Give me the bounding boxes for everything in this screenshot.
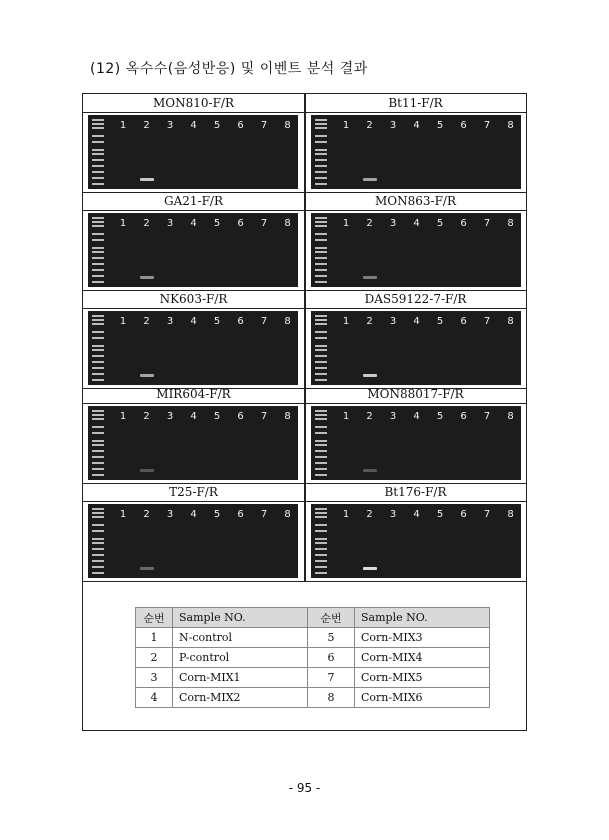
- ladder-band: [92, 367, 104, 369]
- pcr-band: [140, 178, 154, 181]
- lane-number: 5: [213, 509, 221, 520]
- dna-ladder: [315, 119, 327, 185]
- dna-ladder: [315, 508, 327, 574]
- lane-number: 1: [342, 411, 350, 422]
- primer-label: MIR604-F/R: [156, 387, 231, 401]
- lane-number: 4: [413, 218, 420, 229]
- ladder-band: [315, 508, 327, 510]
- gel-image: [311, 406, 521, 480]
- ladder-band: [315, 323, 327, 325]
- ladder-band: [92, 572, 104, 574]
- ladder-band: [92, 225, 104, 227]
- ladder-band: [315, 345, 327, 347]
- ladder-band: [315, 418, 327, 420]
- ladder-band: [92, 319, 104, 321]
- ladder-band: [92, 159, 104, 161]
- ladder-band: [92, 135, 104, 137]
- lane-number: 8: [284, 316, 291, 327]
- sample-number: 4: [136, 688, 173, 708]
- lane-number: 6: [237, 316, 244, 327]
- sample-name: Corn-MIX5: [355, 668, 490, 688]
- ladder-band: [92, 414, 104, 416]
- lane-number: 6: [237, 411, 244, 422]
- lane-number: 8: [284, 509, 291, 520]
- ladder-band: [315, 319, 327, 321]
- ladder-band: [315, 239, 327, 241]
- lane-number: 6: [460, 411, 467, 422]
- ladder-band: [315, 183, 327, 185]
- ladder-band: [92, 474, 104, 476]
- lane-number: 8: [284, 411, 291, 422]
- ladder-band: [92, 410, 104, 412]
- ladder-band: [315, 135, 327, 137]
- sample-name: Corn-MIX2: [173, 688, 308, 708]
- table-row: [136, 628, 490, 648]
- ladder-band: [92, 373, 104, 375]
- ladder-band: [315, 217, 327, 219]
- ladder-band: [315, 349, 327, 351]
- gel-image: [311, 504, 521, 578]
- ladder-band: [315, 444, 327, 446]
- row-divider: [83, 403, 526, 404]
- ladder-band: [92, 123, 104, 125]
- primer-label: Bt176-F/R: [384, 485, 447, 499]
- lane-number: 1: [342, 120, 350, 131]
- lane-number: 5: [213, 316, 221, 327]
- lane-number: 7: [483, 509, 491, 520]
- column-divider: [304, 94, 306, 581]
- ladder-band: [315, 119, 327, 121]
- lane-number: 8: [507, 120, 514, 131]
- ladder-band: [92, 462, 104, 464]
- lane-number: 4: [190, 120, 197, 131]
- dna-ladder: [315, 217, 327, 283]
- ladder-band: [92, 127, 104, 129]
- lane-number: 7: [483, 218, 491, 229]
- lane-number: 4: [190, 218, 197, 229]
- lane-number: 3: [166, 316, 174, 327]
- lane-number: 5: [436, 120, 444, 131]
- lane-number: 4: [190, 509, 197, 520]
- lane-number: 3: [166, 509, 174, 520]
- ladder-band: [315, 153, 327, 155]
- lane-number: 2: [143, 120, 150, 131]
- ladder-band: [92, 217, 104, 219]
- ladder-band: [92, 361, 104, 363]
- table-header: 순번: [136, 608, 173, 628]
- pcr-band: [363, 469, 377, 472]
- ladder-band: [92, 247, 104, 249]
- table-row: [136, 688, 490, 708]
- ladder-band: [92, 315, 104, 317]
- ladder-band: [315, 554, 327, 556]
- ladder-band: [315, 432, 327, 434]
- lane-number: 1: [119, 120, 127, 131]
- sample-number: 6: [308, 648, 355, 668]
- dna-ladder: [92, 217, 104, 283]
- ladder-band: [92, 349, 104, 351]
- primer-label: Bt11-F/R: [388, 96, 443, 110]
- gel-image: [88, 115, 298, 189]
- lane-number: 6: [237, 509, 244, 520]
- ladder-band: [92, 530, 104, 532]
- primer-label: MON863-F/R: [375, 194, 456, 208]
- lane-number: 2: [366, 120, 373, 131]
- ladder-band: [315, 426, 327, 428]
- lane-number: 1: [342, 509, 350, 520]
- sample-name: Corn-MIX4: [355, 648, 490, 668]
- ladder-band: [315, 542, 327, 544]
- lane-number: 1: [119, 316, 127, 327]
- sample-name: N-control: [173, 628, 308, 648]
- lane-number: 5: [213, 120, 221, 131]
- ladder-band: [92, 379, 104, 381]
- ladder-band: [92, 512, 104, 514]
- ladder-band: [315, 177, 327, 179]
- sample-name: Corn-MIX1: [173, 668, 308, 688]
- ladder-band: [92, 281, 104, 283]
- pcr-band: [140, 374, 154, 377]
- ladder-band: [92, 233, 104, 235]
- lane-number: 4: [413, 411, 420, 422]
- lane-number: 7: [260, 218, 268, 229]
- ladder-band: [315, 123, 327, 125]
- ladder-band: [315, 257, 327, 259]
- ladder-band: [315, 524, 327, 526]
- primer-label: MON810-F/R: [153, 96, 234, 110]
- lane-number: 2: [143, 316, 150, 327]
- ladder-band: [315, 171, 327, 173]
- lane-number: 1: [119, 411, 127, 422]
- gel-image: [88, 406, 298, 480]
- section-title: (12) 옥수수(음성반응) 및 이벤트 분석 결과: [90, 61, 368, 77]
- lane-number: 3: [166, 411, 174, 422]
- lane-number: 2: [366, 316, 373, 327]
- ladder-band: [92, 153, 104, 155]
- lane-number: 2: [143, 218, 150, 229]
- lane-number: 7: [260, 411, 268, 422]
- lane-number: 2: [366, 509, 373, 520]
- ladder-band: [315, 355, 327, 357]
- ladder-band: [92, 508, 104, 510]
- primer-label: GA21-F/R: [164, 194, 223, 208]
- ladder-band: [315, 450, 327, 452]
- ladder-band: [315, 572, 327, 574]
- ladder-band: [92, 177, 104, 179]
- ladder-band: [92, 345, 104, 347]
- sample-table: [135, 607, 490, 708]
- ladder-band: [92, 450, 104, 452]
- lane-number: 1: [342, 316, 350, 327]
- ladder-band: [92, 269, 104, 271]
- lane-number: 5: [213, 218, 221, 229]
- sample-name: Corn-MIX3: [355, 628, 490, 648]
- page-number: - 95 -: [288, 781, 321, 795]
- ladder-band: [315, 440, 327, 442]
- lane-number: 5: [436, 218, 444, 229]
- dna-ladder: [92, 119, 104, 185]
- ladder-band: [315, 165, 327, 167]
- ladder-band: [92, 440, 104, 442]
- ladder-band: [315, 315, 327, 317]
- sample-number: 7: [308, 668, 355, 688]
- sample-number: 8: [308, 688, 355, 708]
- lane-number: 5: [436, 411, 444, 422]
- ladder-band: [315, 538, 327, 540]
- ladder-band: [315, 410, 327, 412]
- lane-number: 2: [143, 411, 150, 422]
- ladder-band: [315, 263, 327, 265]
- lane-number: 2: [143, 509, 150, 520]
- ladder-band: [92, 337, 104, 339]
- lane-number: 8: [284, 120, 291, 131]
- lane-number: 7: [260, 120, 268, 131]
- lane-number: 3: [166, 120, 174, 131]
- ladder-band: [315, 512, 327, 514]
- ladder-band: [315, 367, 327, 369]
- row-divider: [83, 501, 526, 502]
- lane-number: 6: [237, 218, 244, 229]
- ladder-band: [315, 141, 327, 143]
- ladder-band: [315, 560, 327, 562]
- ladder-band: [315, 269, 327, 271]
- primer-label: NK603-F/R: [159, 292, 228, 306]
- lane-number: 3: [389, 218, 397, 229]
- pcr-band: [363, 567, 377, 570]
- lane-number: 3: [166, 218, 174, 229]
- row-divider: [83, 308, 526, 309]
- sample-number: 1: [136, 628, 173, 648]
- pcr-band: [363, 276, 377, 279]
- row-divider: [83, 210, 526, 211]
- lane-number: 1: [119, 218, 127, 229]
- ladder-band: [315, 251, 327, 253]
- lane-number: 8: [284, 218, 291, 229]
- gel-image: [311, 115, 521, 189]
- primer-label: DAS59122-7-F/R: [364, 292, 467, 306]
- lane-number: 6: [460, 509, 467, 520]
- lane-number: 1: [119, 509, 127, 520]
- gel-image: [311, 311, 521, 385]
- lane-number: 8: [507, 218, 514, 229]
- table-row: [136, 668, 490, 688]
- ladder-band: [315, 548, 327, 550]
- ladder-band: [92, 566, 104, 568]
- ladder-band: [92, 183, 104, 185]
- dna-ladder: [92, 410, 104, 476]
- lane-number: 3: [389, 509, 397, 520]
- pcr-band: [140, 567, 154, 570]
- lane-number: 3: [389, 316, 397, 327]
- ladder-band: [92, 331, 104, 333]
- gel-image: [88, 311, 298, 385]
- ladder-band: [92, 444, 104, 446]
- ladder-band: [92, 275, 104, 277]
- pcr-band: [363, 178, 377, 181]
- ladder-band: [315, 373, 327, 375]
- sample-number: 5: [308, 628, 355, 648]
- gel-image: [88, 504, 298, 578]
- ladder-band: [315, 247, 327, 249]
- gel-image: [311, 213, 521, 287]
- lane-number: 7: [483, 120, 491, 131]
- lane-number: 7: [483, 411, 491, 422]
- lane-number: 8: [507, 411, 514, 422]
- lane-number: 5: [436, 316, 444, 327]
- ladder-band: [92, 257, 104, 259]
- dna-ladder: [92, 508, 104, 574]
- ladder-band: [92, 456, 104, 458]
- ladder-band: [315, 468, 327, 470]
- ladder-band: [315, 233, 327, 235]
- ladder-band: [315, 149, 327, 151]
- lane-number: 4: [190, 316, 197, 327]
- ladder-band: [92, 432, 104, 434]
- ladder-band: [92, 119, 104, 121]
- ladder-band: [315, 159, 327, 161]
- ladder-band: [92, 355, 104, 357]
- primer-label: MON88017-F/R: [367, 387, 464, 401]
- sample-number: 3: [136, 668, 173, 688]
- table-header: Sample NO.: [173, 608, 308, 628]
- ladder-band: [315, 221, 327, 223]
- ladder-band: [92, 418, 104, 420]
- table-header-row: [136, 608, 490, 628]
- primer-label: T25-F/R: [169, 485, 218, 499]
- lane-number: 4: [413, 316, 420, 327]
- lane-number: 3: [389, 411, 397, 422]
- ladder-band: [315, 456, 327, 458]
- lane-number: 6: [460, 316, 467, 327]
- table-header: 순번: [308, 608, 355, 628]
- ladder-band: [92, 426, 104, 428]
- ladder-band: [315, 474, 327, 476]
- ladder-band: [315, 414, 327, 416]
- row-divider: [83, 112, 526, 113]
- ladder-band: [92, 516, 104, 518]
- sample-number: 2: [136, 648, 173, 668]
- ladder-band: [92, 149, 104, 151]
- ladder-band: [315, 516, 327, 518]
- ladder-band: [315, 337, 327, 339]
- lane-number: 5: [436, 509, 444, 520]
- lane-number: 7: [260, 509, 268, 520]
- lane-number: 5: [213, 411, 221, 422]
- dna-ladder: [315, 410, 327, 476]
- ladder-band: [92, 554, 104, 556]
- table-row: [136, 648, 490, 668]
- sample-name: Corn-MIX6: [355, 688, 490, 708]
- lane-number: 7: [260, 316, 268, 327]
- ladder-band: [315, 462, 327, 464]
- lane-number: 4: [413, 120, 420, 131]
- pcr-band: [140, 276, 154, 279]
- ladder-band: [92, 141, 104, 143]
- dna-ladder: [92, 315, 104, 381]
- ladder-band: [92, 548, 104, 550]
- lane-number: 6: [460, 218, 467, 229]
- lane-number: 6: [460, 120, 467, 131]
- lane-number: 7: [483, 316, 491, 327]
- gel-image: [88, 213, 298, 287]
- ladder-band: [92, 542, 104, 544]
- ladder-band: [92, 323, 104, 325]
- ladder-band: [92, 239, 104, 241]
- ladder-band: [315, 361, 327, 363]
- ladder-band: [92, 221, 104, 223]
- sample-name: P-control: [173, 648, 308, 668]
- ladder-band: [315, 127, 327, 129]
- ladder-band: [315, 530, 327, 532]
- ladder-band: [315, 566, 327, 568]
- row-divider: [83, 581, 526, 582]
- ladder-band: [315, 379, 327, 381]
- ladder-band: [92, 468, 104, 470]
- dna-ladder: [315, 315, 327, 381]
- lane-number: 6: [237, 120, 244, 131]
- pcr-band: [363, 374, 377, 377]
- lane-number: 1: [342, 218, 350, 229]
- table-header: Sample NO.: [355, 608, 490, 628]
- lane-number: 2: [366, 411, 373, 422]
- ladder-band: [315, 275, 327, 277]
- ladder-band: [92, 263, 104, 265]
- ladder-band: [315, 281, 327, 283]
- lane-number: 8: [507, 509, 514, 520]
- lane-number: 8: [507, 316, 514, 327]
- ladder-band: [92, 165, 104, 167]
- ladder-band: [92, 524, 104, 526]
- lane-number: 4: [190, 411, 197, 422]
- ladder-band: [92, 251, 104, 253]
- lane-number: 2: [366, 218, 373, 229]
- ladder-band: [92, 171, 104, 173]
- lane-number: 4: [413, 509, 420, 520]
- pcr-band: [140, 469, 154, 472]
- ladder-band: [92, 538, 104, 540]
- lane-number: 3: [389, 120, 397, 131]
- ladder-band: [315, 225, 327, 227]
- ladder-band: [92, 560, 104, 562]
- ladder-band: [315, 331, 327, 333]
